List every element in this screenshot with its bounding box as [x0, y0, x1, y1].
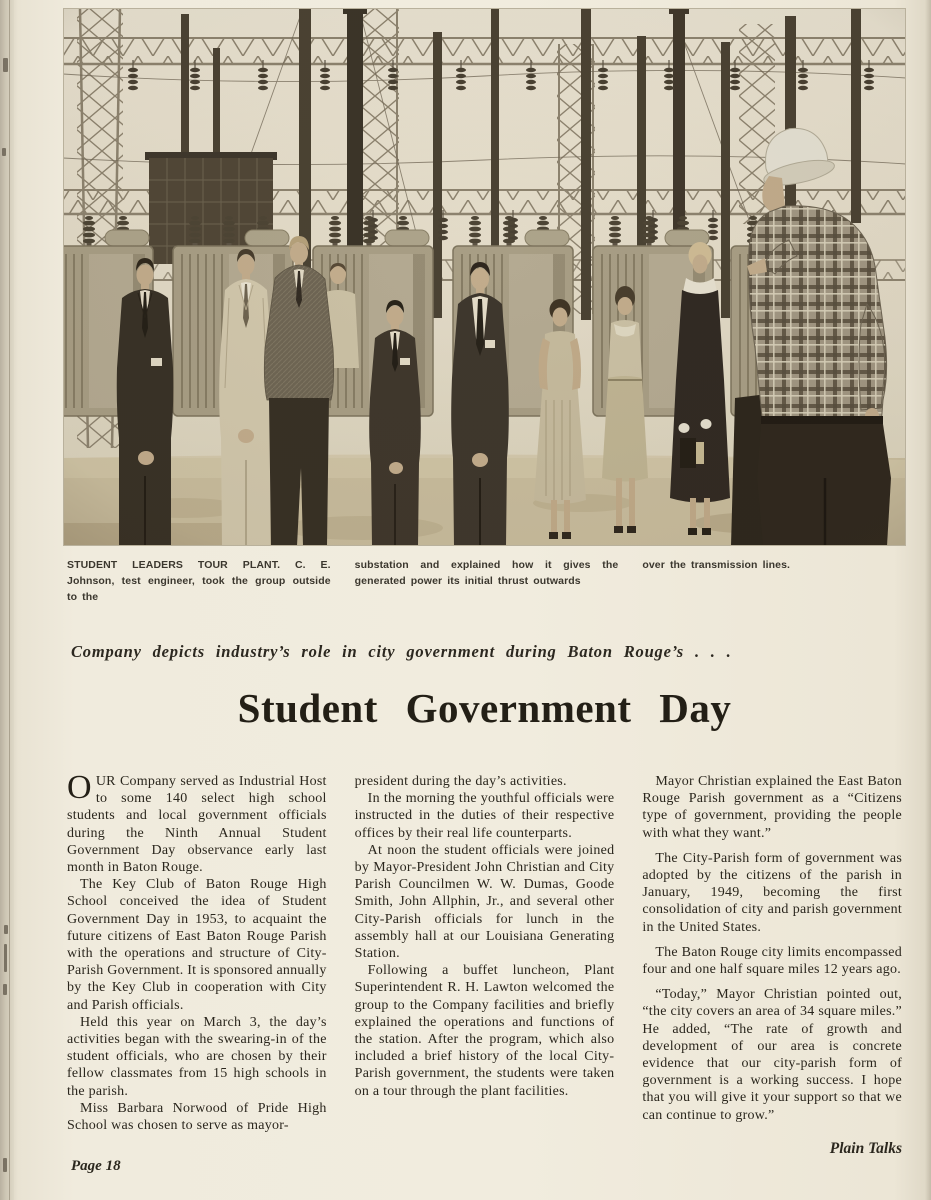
- page-number: Page 18: [71, 1158, 121, 1174]
- caption-column-1: [67, 558, 331, 605]
- paragraph: Miss Barbara Norwood of Pride High School was chosen to serve as mayor-: [67, 1100, 327, 1134]
- paragraph: At noon the student officials were joined by Mayor-President John Christian and City Parish Councilmen W. W. Dumas, Goode Smith, John Allphin, Jr., and several other City-Parish officials for lunch in the assembly hall at our Louisiana Generating Station.: [354, 842, 615, 962]
- kicker: Company depicts industry’s role in city government during Baton Rouge’s . . .: [71, 642, 732, 661]
- article-body: [67, 769, 903, 1134]
- magazine-page: [63, 8, 906, 1200]
- page-footer: [67, 1136, 902, 1186]
- paragraph: [67, 769, 327, 876]
- scan-right-shade: [925, 0, 931, 1200]
- paragraph: “Today,” Mayor Christian pointed out, “the city covers an area of 34 square miles.” He added, “The rate of growth and development of our area is concrete evidence that our city-parish form of government is a working success. I hope that you will give it your support so that we can continue to grow.”: [642, 987, 903, 1123]
- scan-artifact: [2, 148, 6, 156]
- magazine-name: Plain Talks: [829, 1140, 902, 1157]
- scan-edge-strip: [0, 0, 14, 1200]
- paragraph: Held this year on March 3, the day’s activities began with the swearing-in of the student officials, who are chosen by their fellow classmates from 15 high schools in the parish.: [67, 1014, 327, 1099]
- paragraph: president during the day’s activities.: [354, 774, 567, 789]
- caption-column-2: substation and explained how it gives the generated power its initial thrust outwards: [354, 559, 619, 587]
- photo-caption: [67, 558, 906, 605]
- headline: Student Government Day: [237, 685, 732, 731]
- substation-tour-photo: [63, 8, 906, 546]
- paragraph: In the morning the youthful officials were instructed in the duties of their respective offices by their real life counterparts.: [354, 791, 615, 841]
- caption-column-3: over the transmission lines.: [642, 559, 791, 571]
- scan-artifact: [3, 984, 7, 995]
- paragraph: The Key Club of Baton Rouge High School conceived the idea of Student Government Day in 1953, to acquaint the future citizens of East Baton Rouge Parish with the operations and structure of City-Parish Government. It is sponsored annually by the Key Club in cooperation with City and Parish officials.: [67, 877, 327, 1013]
- scan-edge-line: [9, 0, 10, 1200]
- scan-artifact: [4, 944, 7, 972]
- scan-artifact: [3, 58, 8, 72]
- photo-vignette: [63, 8, 906, 546]
- paragraph: The Baton Rouge city limits encompassed four and one half square miles 12 years ago.: [642, 944, 903, 978]
- caption-lead: STUDENT LEADERS TOUR PLANT.: [67, 559, 281, 571]
- paragraph: Following a buffet luncheon, Plant Superintendent R. H. Lawton welcomed the group to the Company facilities and briefly explained the operations and functions of the station. After the program, which also included a brief history of the local City-Parish government, the students were taken on a tour through the plant facilities.: [354, 963, 615, 1099]
- article-column-2: [355, 773, 615, 1134]
- article-column-3: [642, 773, 902, 1134]
- paragraph-text: UR Company served as Industrial Host to some 140 select high school students and local government officials during the Ninth Annual Student Government Day observance early last month in Baton Rouge.: [67, 774, 327, 876]
- paragraph: The City-Parish form of government was adopted by the citizens of the parish in January, 1949, becoming the first consolidation of city and parish government in the United States.: [642, 850, 903, 935]
- scan-artifact: [4, 925, 8, 934]
- article-column-1: [67, 769, 327, 1134]
- caption-text: C. E. Johnson, test engineer, took the group outside to the: [67, 559, 331, 603]
- scan-artifact: [3, 1158, 7, 1172]
- dropcap: O: [67, 769, 92, 806]
- paragraph: Mayor Christian explained the East Baton Rouge Parish government as a “Citizens type of government, providing the people with what they want.”: [642, 774, 903, 841]
